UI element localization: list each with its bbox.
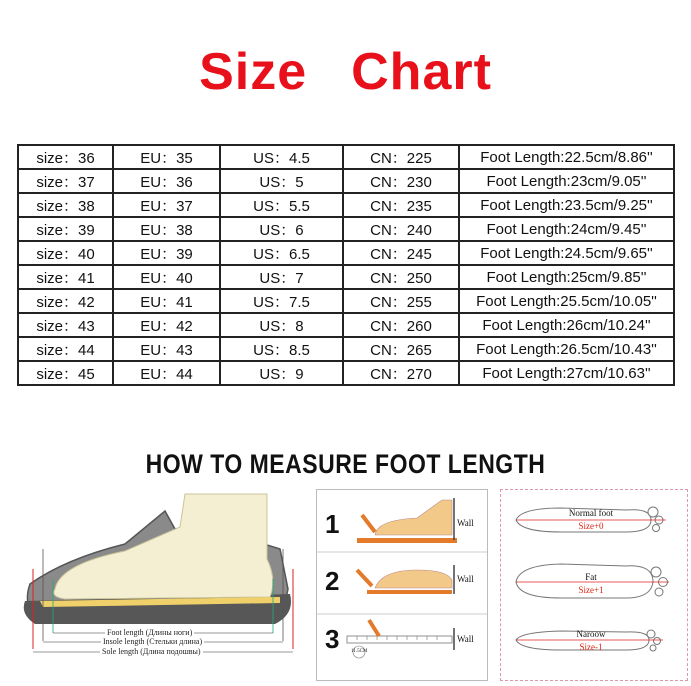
cell-foot: Foot Length:26.5cm/10.43'' bbox=[459, 337, 674, 361]
foot-type-fat-size: Size+1 bbox=[578, 585, 604, 595]
cell-eu: EU：40 bbox=[113, 265, 220, 289]
cell-us: US：5.5 bbox=[220, 193, 343, 217]
cell-eu: EU：44 bbox=[113, 361, 220, 385]
cell-eu: EU：35 bbox=[113, 145, 220, 169]
table-row bbox=[18, 313, 674, 337]
cell-eu: EU：41 bbox=[113, 289, 220, 313]
table-row bbox=[18, 241, 674, 265]
ruler-label: 11.5CM bbox=[351, 649, 368, 654]
cell-foot: Foot Length:25cm/9.85'' bbox=[459, 265, 674, 289]
size-table-body bbox=[18, 145, 674, 385]
step-1-number: 1 bbox=[325, 509, 340, 539]
cell-size: size：42 bbox=[18, 289, 113, 313]
cell-us: US：8.5 bbox=[220, 337, 343, 361]
cell-cn: CN：235 bbox=[343, 193, 459, 217]
cell-foot: Foot Length:22.5cm/8.86'' bbox=[459, 145, 674, 169]
table-row bbox=[18, 217, 674, 241]
cell-foot: Foot Length:26cm/10.24'' bbox=[459, 313, 674, 337]
wall-label-3: Wall bbox=[457, 634, 474, 644]
sole-length-label: Sole length (Длина подошвы) bbox=[102, 647, 201, 656]
cell-size: size：45 bbox=[18, 361, 113, 385]
cell-eu: EU：37 bbox=[113, 193, 220, 217]
cell-foot: Foot Length:25.5cm/10.05'' bbox=[459, 289, 674, 313]
cell-eu: EU：38 bbox=[113, 217, 220, 241]
insole-length-label: Insole length (Стельки длина) bbox=[103, 637, 203, 646]
foot-type-narrow: Naroow bbox=[576, 629, 606, 639]
cell-cn: CN：255 bbox=[343, 289, 459, 313]
cell-foot: Foot Length:23cm/9.05'' bbox=[459, 169, 674, 193]
cell-eu: EU：39 bbox=[113, 241, 220, 265]
cell-size: size：43 bbox=[18, 313, 113, 337]
measure-steps bbox=[316, 489, 488, 681]
size-table bbox=[17, 144, 675, 386]
table-row bbox=[18, 289, 674, 313]
cell-cn: CN：250 bbox=[343, 265, 459, 289]
foot-types bbox=[500, 489, 688, 681]
cell-eu: EU：43 bbox=[113, 337, 220, 361]
cell-eu: EU：42 bbox=[113, 313, 220, 337]
wall-label-2: Wall bbox=[457, 574, 474, 584]
cell-foot: Foot Length:24cm/9.45'' bbox=[459, 217, 674, 241]
cell-size: size：37 bbox=[18, 169, 113, 193]
cell-size: size：44 bbox=[18, 337, 113, 361]
cell-size: size：39 bbox=[18, 217, 113, 241]
size-chart-title bbox=[0, 42, 691, 102]
cell-us: US：7 bbox=[220, 265, 343, 289]
title-word-size: Size bbox=[199, 43, 308, 101]
cell-cn: CN：225 bbox=[343, 145, 459, 169]
table-row bbox=[18, 265, 674, 289]
table-row bbox=[18, 169, 674, 193]
cell-size: size：38 bbox=[18, 193, 113, 217]
cell-foot: Foot Length:24.5cm/9.65'' bbox=[459, 241, 674, 265]
step-2-number: 2 bbox=[325, 566, 340, 596]
wall-label-1: Wall bbox=[457, 518, 474, 528]
cell-us: US：6.5 bbox=[220, 241, 343, 265]
foot-type-normal-size: Size+0 bbox=[578, 521, 604, 531]
cell-size: size：36 bbox=[18, 145, 113, 169]
cell-us: US：9 bbox=[220, 361, 343, 385]
cell-eu: EU：36 bbox=[113, 169, 220, 193]
cell-cn: CN：245 bbox=[343, 241, 459, 265]
cell-cn: CN：230 bbox=[343, 169, 459, 193]
cell-us: US：4.5 bbox=[220, 145, 343, 169]
foot-type-normal: Normal foot bbox=[568, 508, 614, 518]
table-row bbox=[18, 193, 674, 217]
cell-cn: CN：260 bbox=[343, 313, 459, 337]
table-row bbox=[18, 337, 674, 361]
shoe-diagram bbox=[5, 489, 305, 679]
foot-type-fat: Fat bbox=[585, 572, 597, 582]
cell-foot: Foot Length:23.5cm/9.25'' bbox=[459, 193, 674, 217]
cell-cn: CN：270 bbox=[343, 361, 459, 385]
table-row bbox=[18, 145, 674, 169]
cell-size: size：40 bbox=[18, 241, 113, 265]
table-row bbox=[18, 361, 674, 385]
cell-cn: CN：265 bbox=[343, 337, 459, 361]
measure-heading: HOW TO MEASURE FOOT LENGTH bbox=[145, 448, 546, 479]
step-3-number: 3 bbox=[325, 624, 340, 654]
cell-us: US：5 bbox=[220, 169, 343, 193]
foot-type-narrow-size: Size-1 bbox=[579, 642, 603, 652]
cell-us: US：7.5 bbox=[220, 289, 343, 313]
title-word-chart: Chart bbox=[351, 43, 492, 101]
cell-us: US：6 bbox=[220, 217, 343, 241]
foot-length-label: Foot length (Длины ноги) bbox=[107, 628, 193, 637]
cell-us: US：8 bbox=[220, 313, 343, 337]
cell-foot: Foot Length:27cm/10.63'' bbox=[459, 361, 674, 385]
cell-size: size：41 bbox=[18, 265, 113, 289]
cell-cn: CN：240 bbox=[343, 217, 459, 241]
